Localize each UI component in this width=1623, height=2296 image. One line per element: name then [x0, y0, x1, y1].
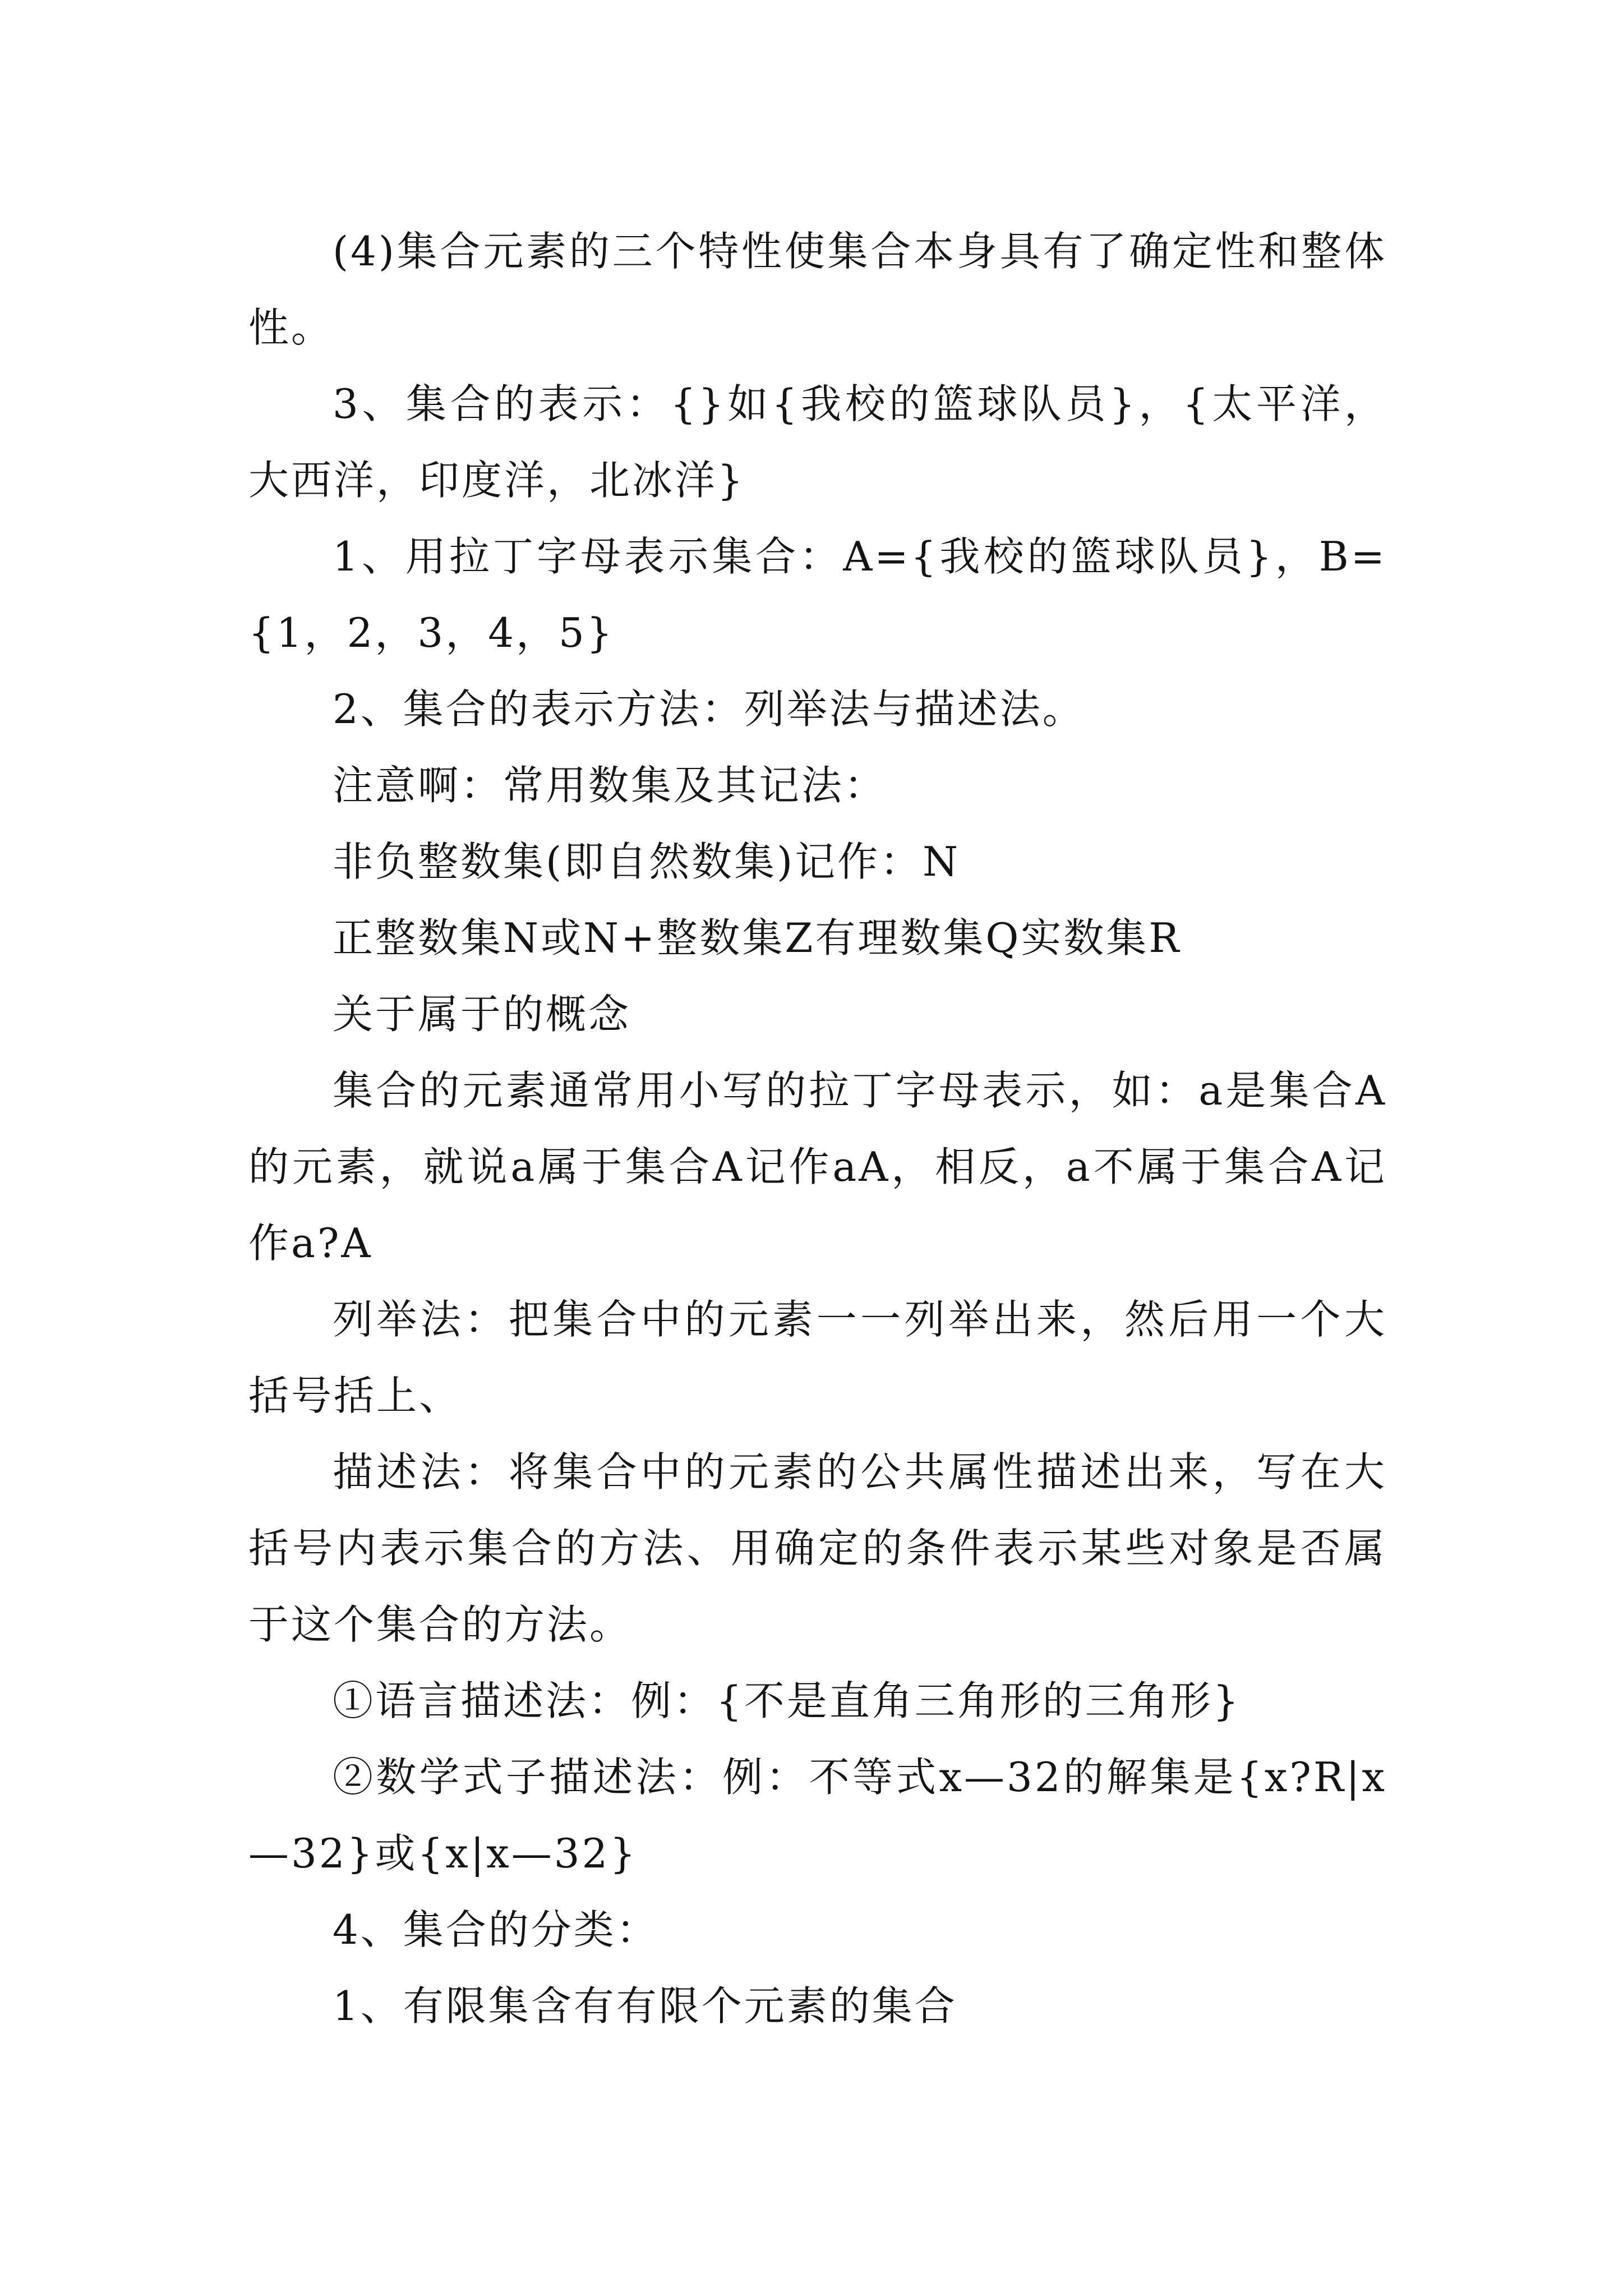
paragraph-note: 注意啊：常用数集及其记法：	[333, 762, 887, 809]
paragraph-representation-methods: 2、集合的表示方法：列举法与描述法。	[333, 685, 1085, 733]
paragraph-natural-numbers: 非负整数集(即自然数集)记作：N	[333, 838, 961, 885]
paragraph-membership-heading: 关于属于的概念	[333, 991, 631, 1038]
document-body	[248, 213, 1387, 2044]
paragraph-set-notation: 3、集合的表示：{}如{我校的篮球队员}，{太平洋，大西洋，印度洋，北冰洋}	[248, 380, 1387, 504]
paragraph-language-description: ①语言描述法：例：{不是直角三角形的三角形}	[333, 1677, 1241, 1724]
paragraph-finite-set: 1、有限集含有有限个元素的集合	[333, 1982, 957, 2030]
paragraph-description-method: 描述法：将集合中的元素的公共属性描述出来，写在大括号内表示集合的方法、用确定的条件表示某些对象是否属于这个集合的方法。	[248, 1448, 1387, 1648]
paragraph-math-description: ②数学式子描述法：例：不等式x—32的解集是{x?R|x—32}或{x|x—32}	[248, 1754, 1387, 1877]
paragraph-enumeration-method: 列举法：把集合中的元素一一列举出来，然后用一个大括号括上、	[248, 1296, 1387, 1419]
paragraph-membership-definition: 集合的元素通常用小写的拉丁字母表示，如：a是集合A的元素，就说a属于集合A记作aA，相反，a不属于集合A记作a?A	[248, 1067, 1387, 1267]
paragraph-set-properties: (4)集合元素的三个特性使集合本身具有了确定性和整体性。	[248, 228, 1387, 351]
paragraph-classification-heading: 4、集合的分类：	[333, 1906, 659, 1953]
paragraph-latin-letters: 1、用拉丁字母表示集合：A={我校的篮球队员}，B={1，2，3，4，5}	[248, 533, 1387, 656]
paragraph-number-sets: 正整数集N或N+整数集Z有理数集Q实数集R	[333, 914, 1182, 961]
